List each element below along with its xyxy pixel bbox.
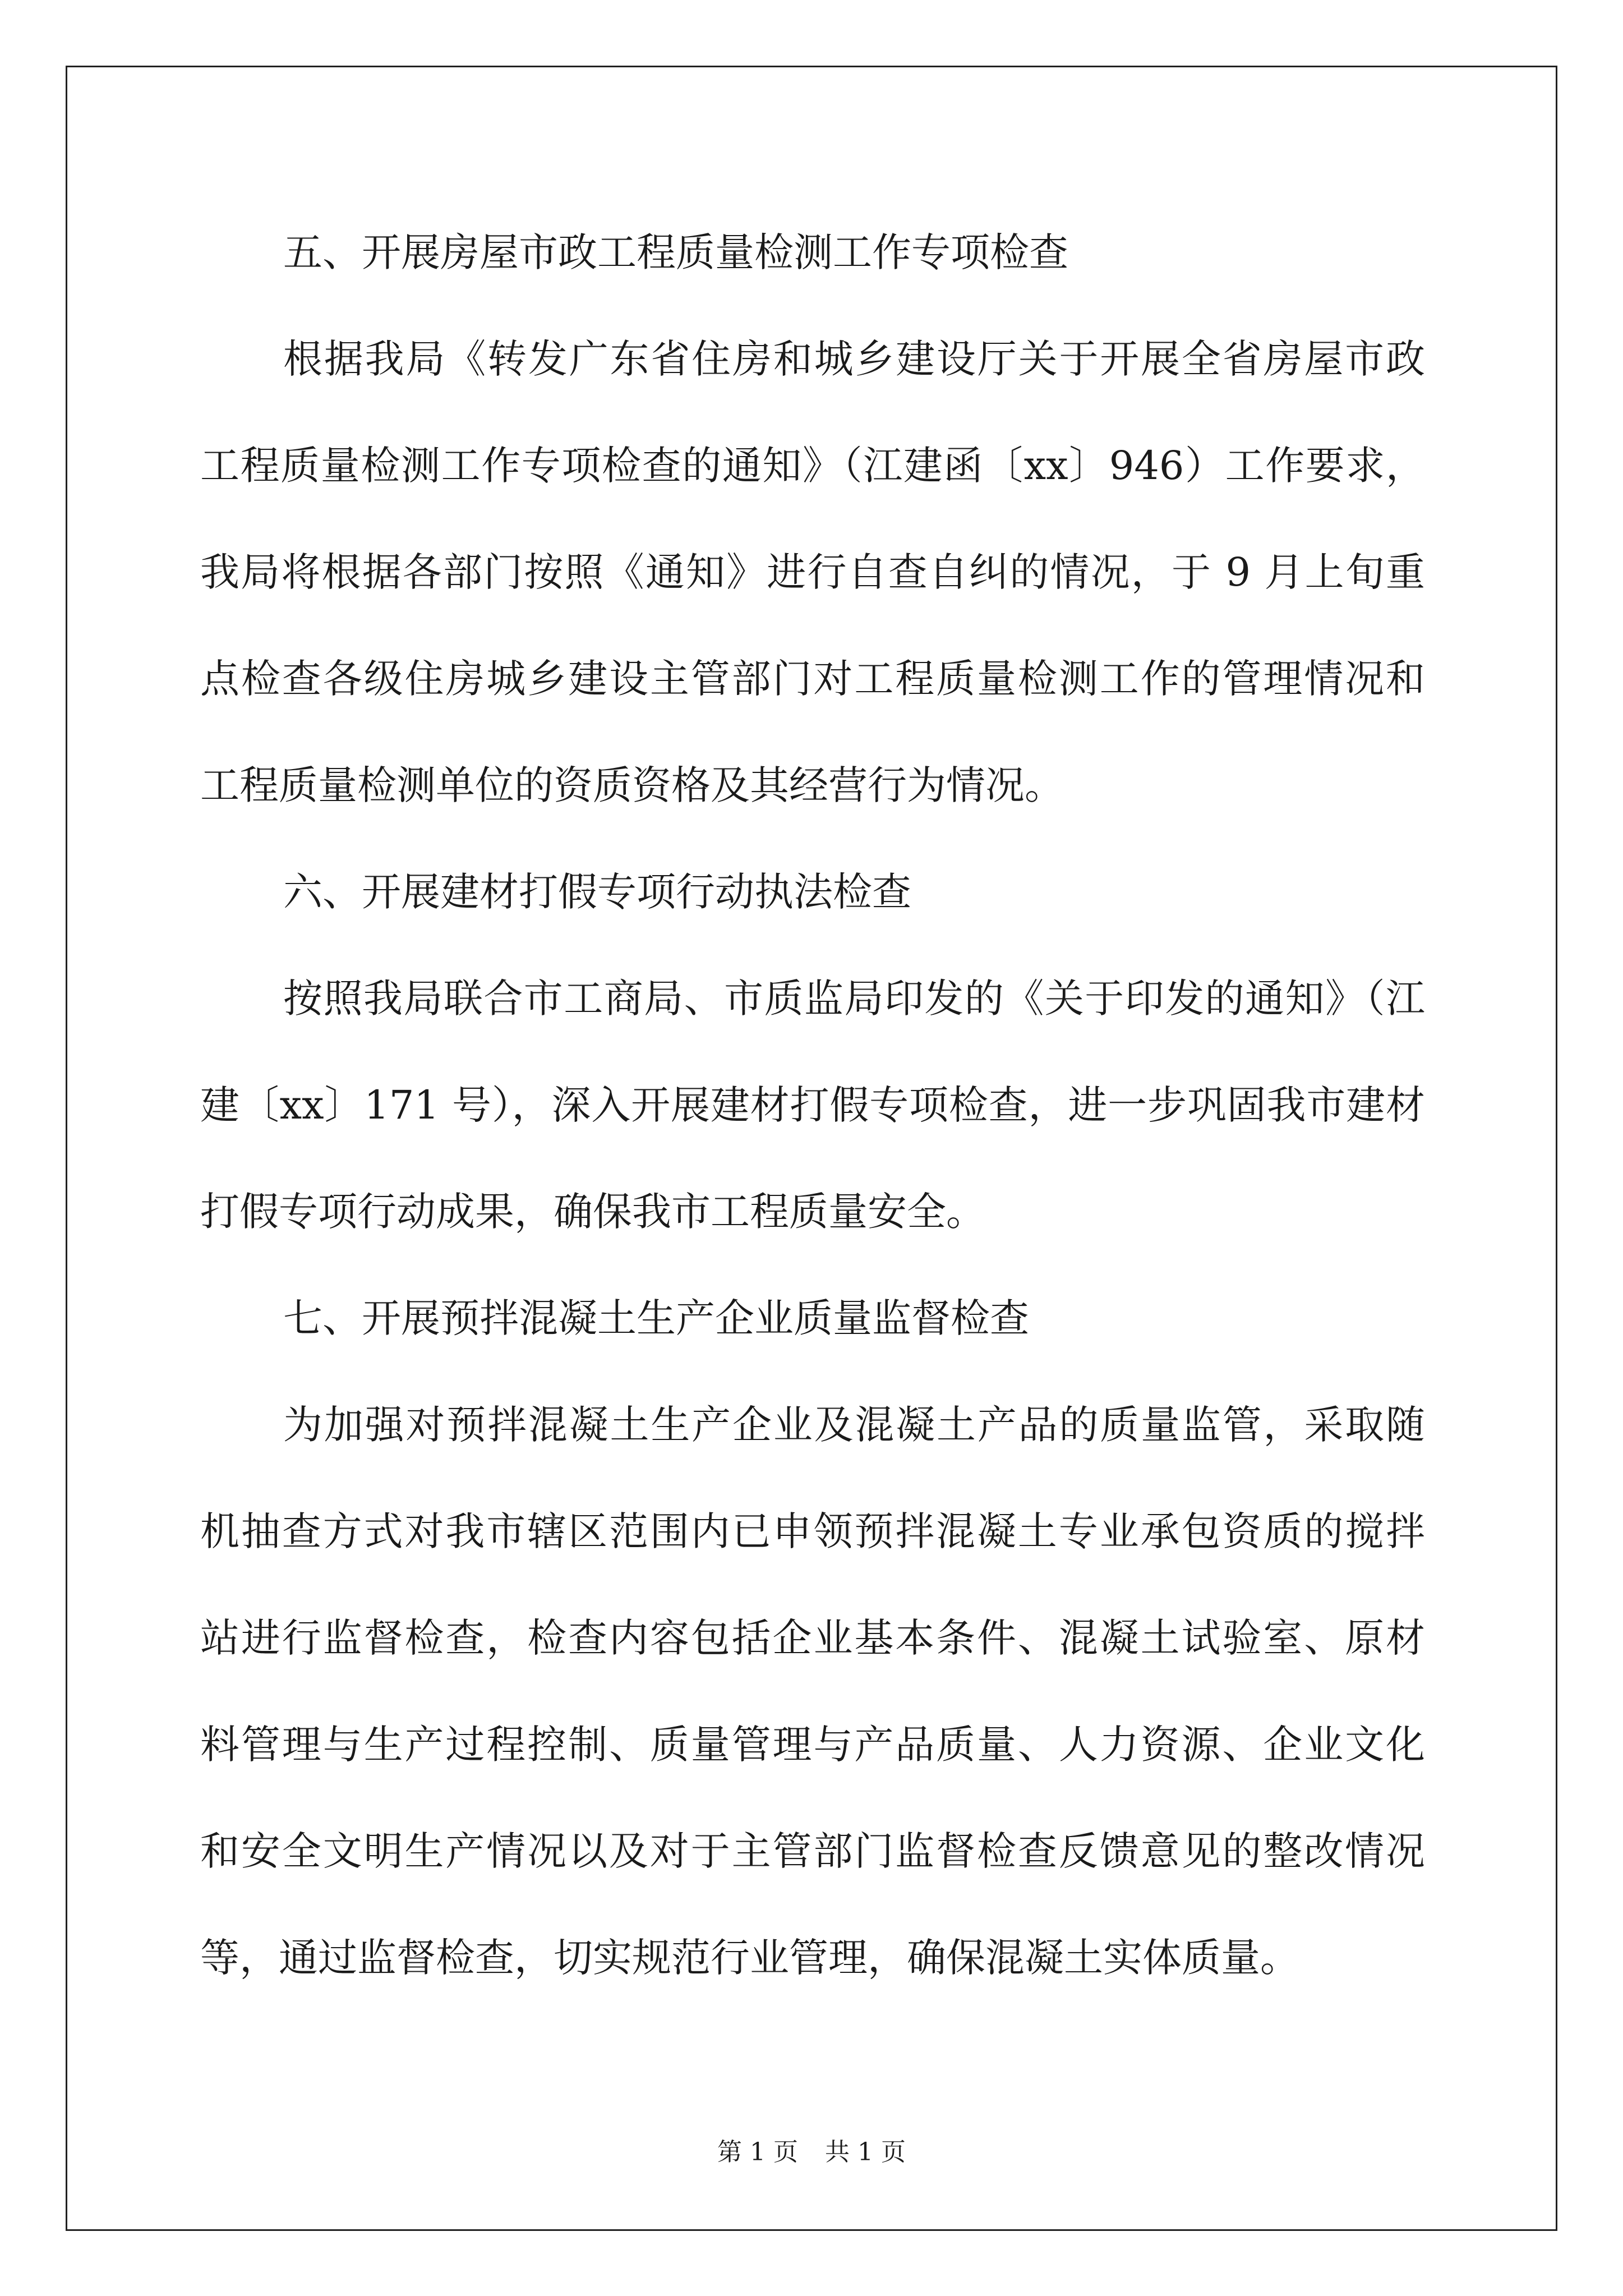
paragraph-line: 为加强对预拌混凝土生产企业及混凝土产品的质量监管，采取随 (283, 1402, 1425, 1448)
paragraph-line: 打假专项行动成果，确保我市工程质量安全。 (200, 1189, 985, 1235)
paragraph-line: 机抽查方式对我市辖区范围内已申领预拌混凝土专业承包资质的搅拌 (200, 1508, 1425, 1554)
page-total: 共 1 页 (825, 2138, 906, 2166)
paragraph-line: 工程质量检测工作专项检查的通知》（江建函〔xx〕946）工作要求， (200, 443, 1425, 489)
paragraph-6 (200, 945, 1425, 1265)
page-number: 第 1 页 (717, 2138, 798, 2166)
paragraph-line: 等，通过监督检查，切实规范行业管理，确保混凝土实体质量。 (200, 1935, 1299, 1981)
paragraph-line: 我局将根据各部门按照《通知》进行自查自纠的情况，于 9 月上旬重 (200, 549, 1425, 595)
paragraph-line: 站进行监督检查，检查内容包括企业基本条件、混凝土试验室、原材 (200, 1615, 1425, 1661)
document-body (200, 199, 1425, 2011)
heading-line: 七、开展预拌混凝土生产企业质量监督检查 (283, 1295, 1029, 1341)
paragraph-line: 按照我局联合市工商局、市质监局印发的《关于印发的通知》（江 (283, 976, 1425, 1022)
heading-line: 六、开展建材打假专项行动执法检查 (283, 869, 911, 915)
paragraph-line: 根据我局《转发广东省住房和城乡建设厅关于开展全省房屋市政 (283, 336, 1425, 382)
paragraph-7 (200, 1372, 1425, 2011)
paragraph-line: 料管理与生产过程控制、质量管理与产品质量、人力资源、企业文化 (200, 1722, 1425, 1768)
paragraph-line: 点检查各级住房城乡建设主管部门对工程质量检测工作的管理情况和 (200, 656, 1425, 702)
section-heading-7 (200, 1265, 1425, 1372)
paragraph-line: 建〔xx〕171 号），深入开展建材打假专项检查，进一步巩固我市建材 (200, 1082, 1425, 1128)
section-heading-5 (200, 199, 1425, 306)
paragraph-line: 和安全文明生产情况以及对于主管部门监督检查反馈意见的整改情况 (200, 1828, 1425, 1874)
paragraph-5 (200, 306, 1425, 839)
section-heading-6 (200, 839, 1425, 945)
paragraph-line: 工程质量检测单位的资质资格及其经营行为情况。 (200, 762, 1064, 808)
page-footer (0, 2136, 1623, 2169)
heading-line: 五、开展房屋市政工程质量检测工作专项检查 (283, 229, 1068, 275)
